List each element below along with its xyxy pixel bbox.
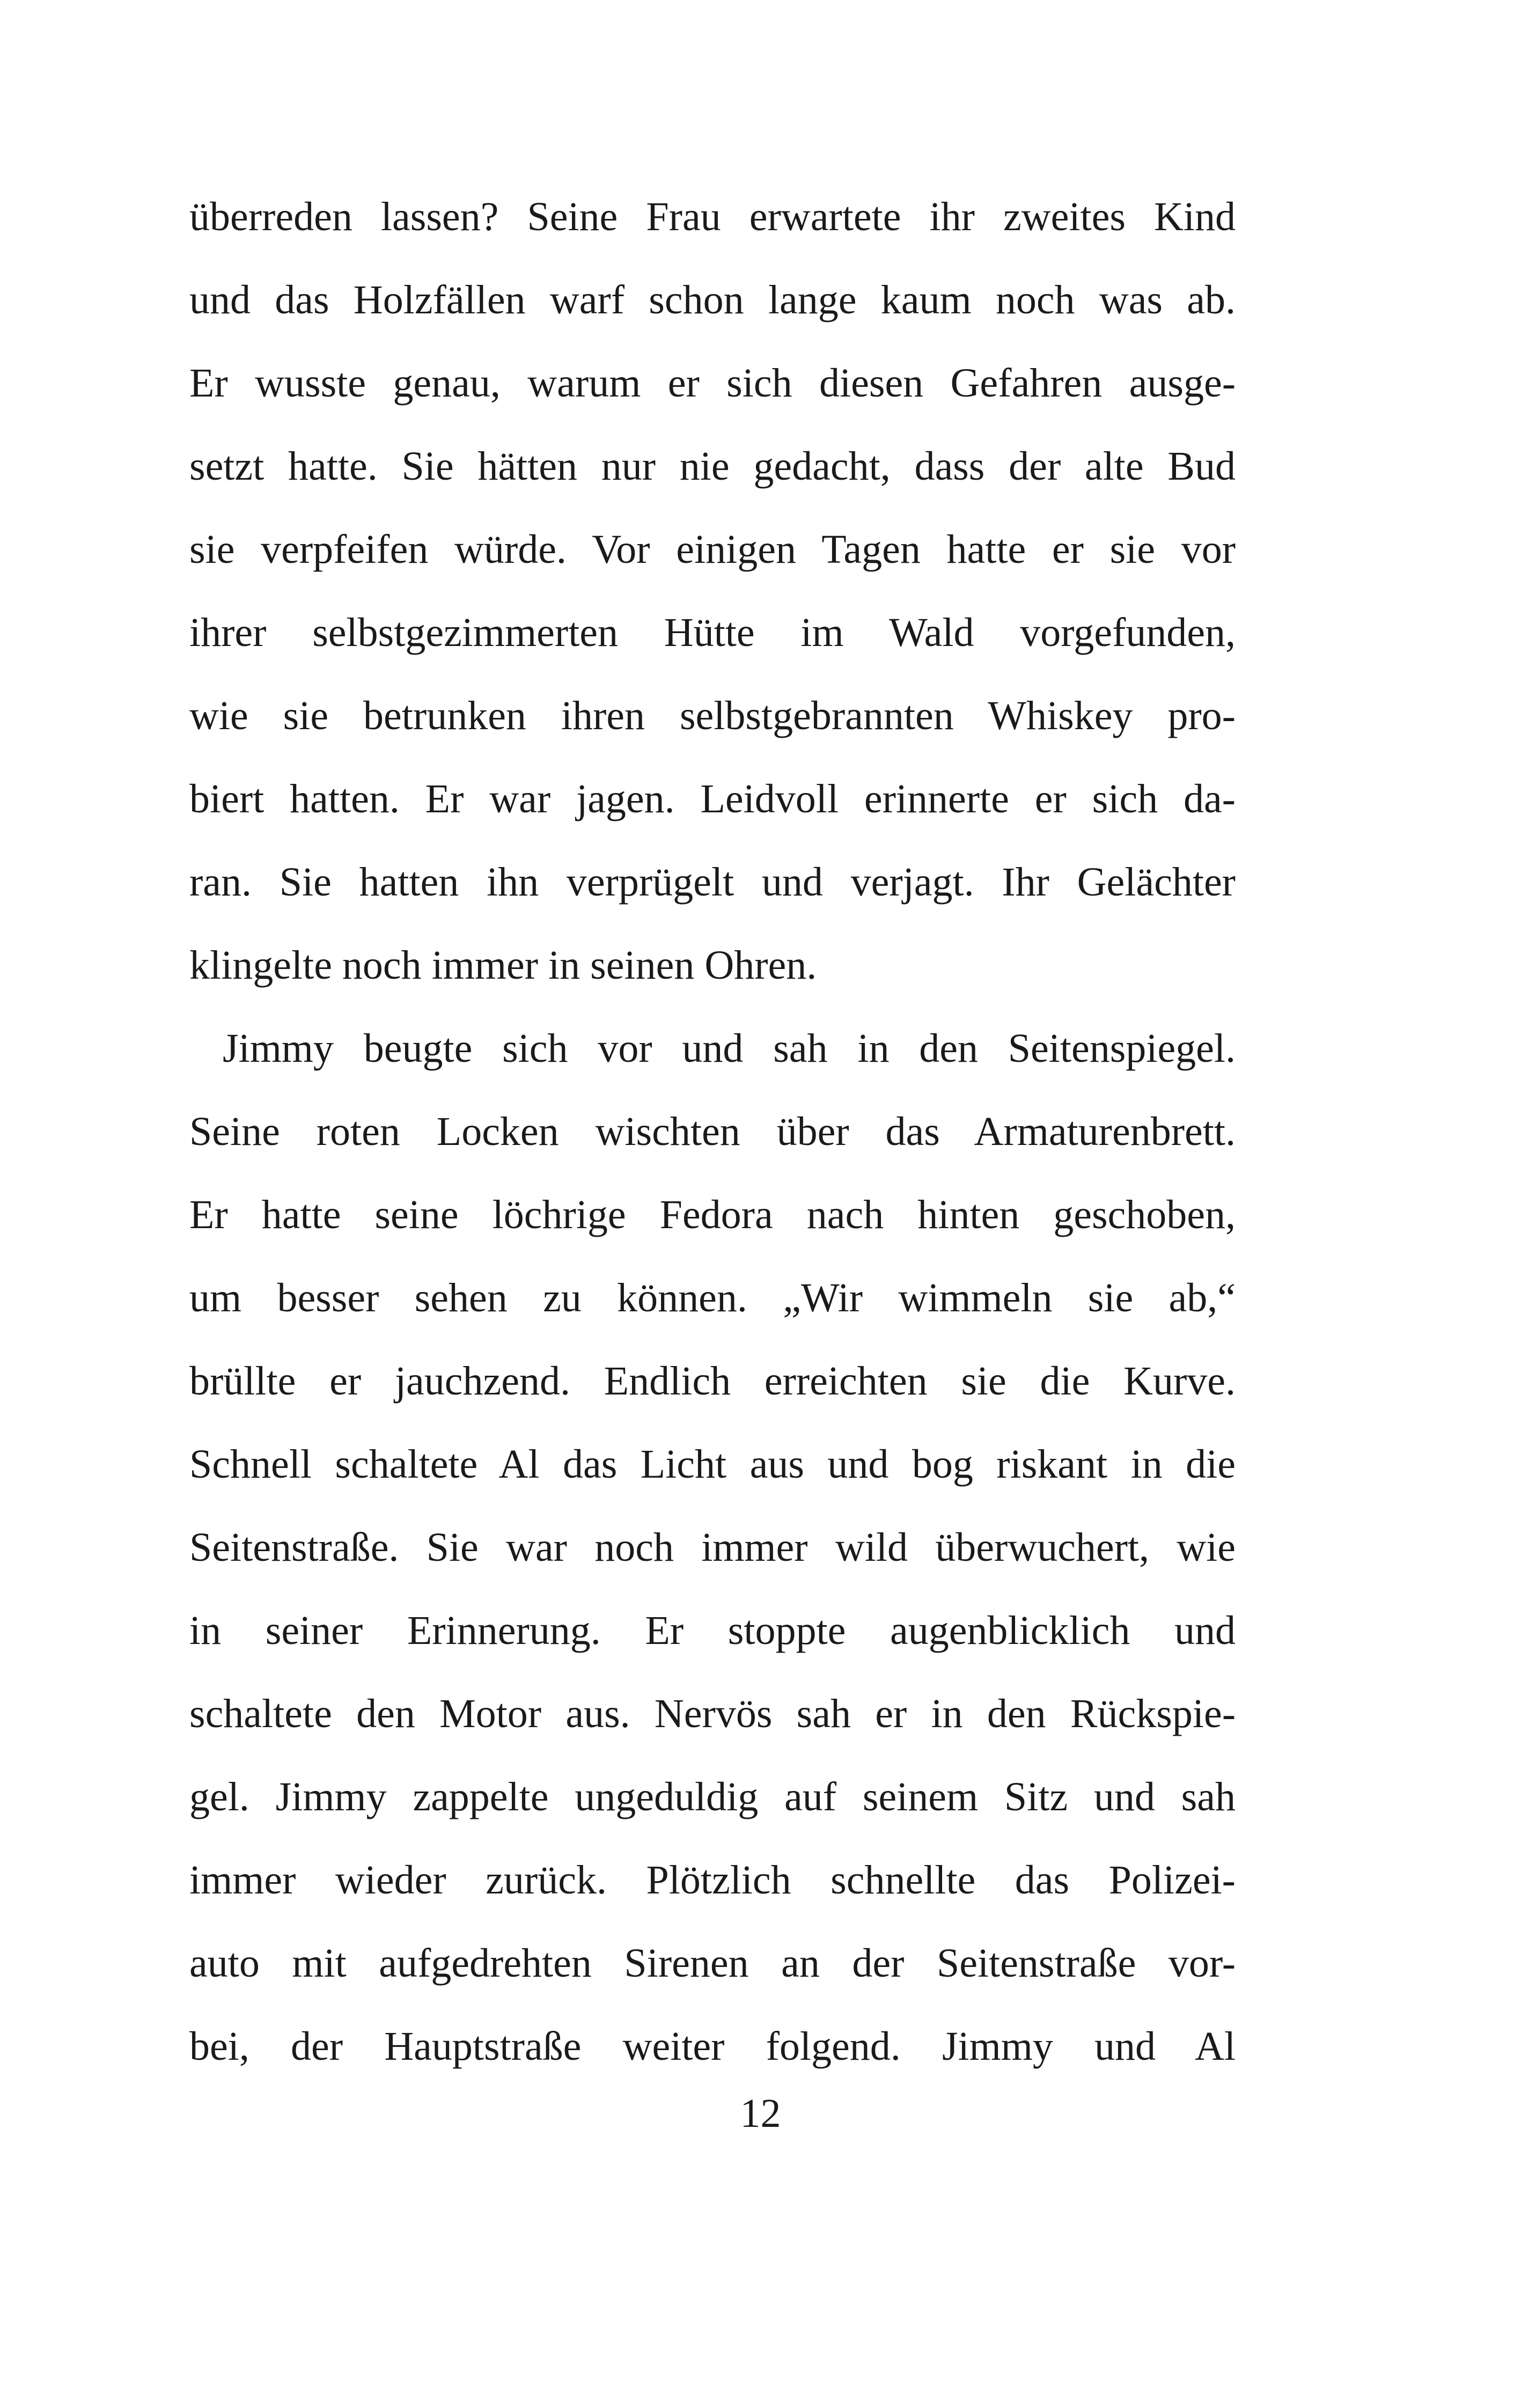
text-line: und das Holzfällen warf schon lange kaum noch was ab. (189, 277, 1236, 322)
text-line: um besser sehen zu können. „Wir wimmeln sie ab,“ (189, 1275, 1236, 1320)
paragraph-1 (189, 193, 1236, 1025)
text-line: brüllte er jauchzend. Endlich erreichten sie die Kurve. (189, 1359, 1236, 1404)
text-line: Er hatte seine löchrige Fedora nach hinten geschoben, (189, 1192, 1236, 1237)
paragraph-2 (189, 1025, 1236, 2106)
text-line: wie sie betrunken ihren selbstgebrannten Whiskey pro- (189, 693, 1236, 738)
text-line: gel. Jimmy zappelte ungeduldig auf seinem Sitz und sah (189, 1774, 1236, 1819)
text-line: Schnell schaltete Al das Licht aus und bog riskant in die (189, 1442, 1236, 1487)
text-line: Er wusste genau, warum er sich diesen Gefahren ausge- (189, 361, 1236, 406)
text-line: Seine roten Locken wischten über das Armaturenbrett. (189, 1109, 1236, 1154)
text-line: auto mit aufgedrehten Sirenen an der Seitenstraße vor- (189, 1941, 1236, 1986)
text-line: bei, der Hauptstraße weiter folgend. Jimmy und Al (189, 2024, 1236, 2069)
page-number: 12 (740, 2091, 781, 2136)
text-line: überreden lassen? Seine Frau erwartete ihr zweites Kind (189, 194, 1236, 239)
text-line: klingelte noch immer in seinen Ohren. (189, 943, 817, 988)
text-line: schaltete den Motor aus. Nervös sah er in den Rückspie- (189, 1691, 1236, 1736)
text-line: setzt hatte. Sie hätten nur nie gedacht, dass der alte Bud (189, 444, 1236, 489)
text-line: Seitenstraße. Sie war noch immer wild überwuchert, wie (189, 1525, 1236, 1570)
text-line: sie verpfeifen würde. Vor einigen Tagen hatte er sie vor (189, 527, 1236, 572)
text-line: in seiner Erinnerung. Er stoppte augenblicklich und (189, 1608, 1236, 1653)
text-line: biert hatten. Er war jagen. Leidvoll erinnerte er sich da- (189, 776, 1236, 821)
page-body (189, 193, 1236, 2106)
text-line: ran. Sie hatten ihn verprügelt und verjagt. Ihr Gelächter (189, 860, 1236, 905)
text-line: ihrer selbstgezimmerten Hütte im Wald vorgefunden, (189, 610, 1236, 655)
text-line: Jimmy beugte sich vor und sah in den Seitenspiegel. (223, 1026, 1236, 1071)
text-line: immer wieder zurück. Plötzlich schnellte das Polizei- (189, 1858, 1236, 1903)
